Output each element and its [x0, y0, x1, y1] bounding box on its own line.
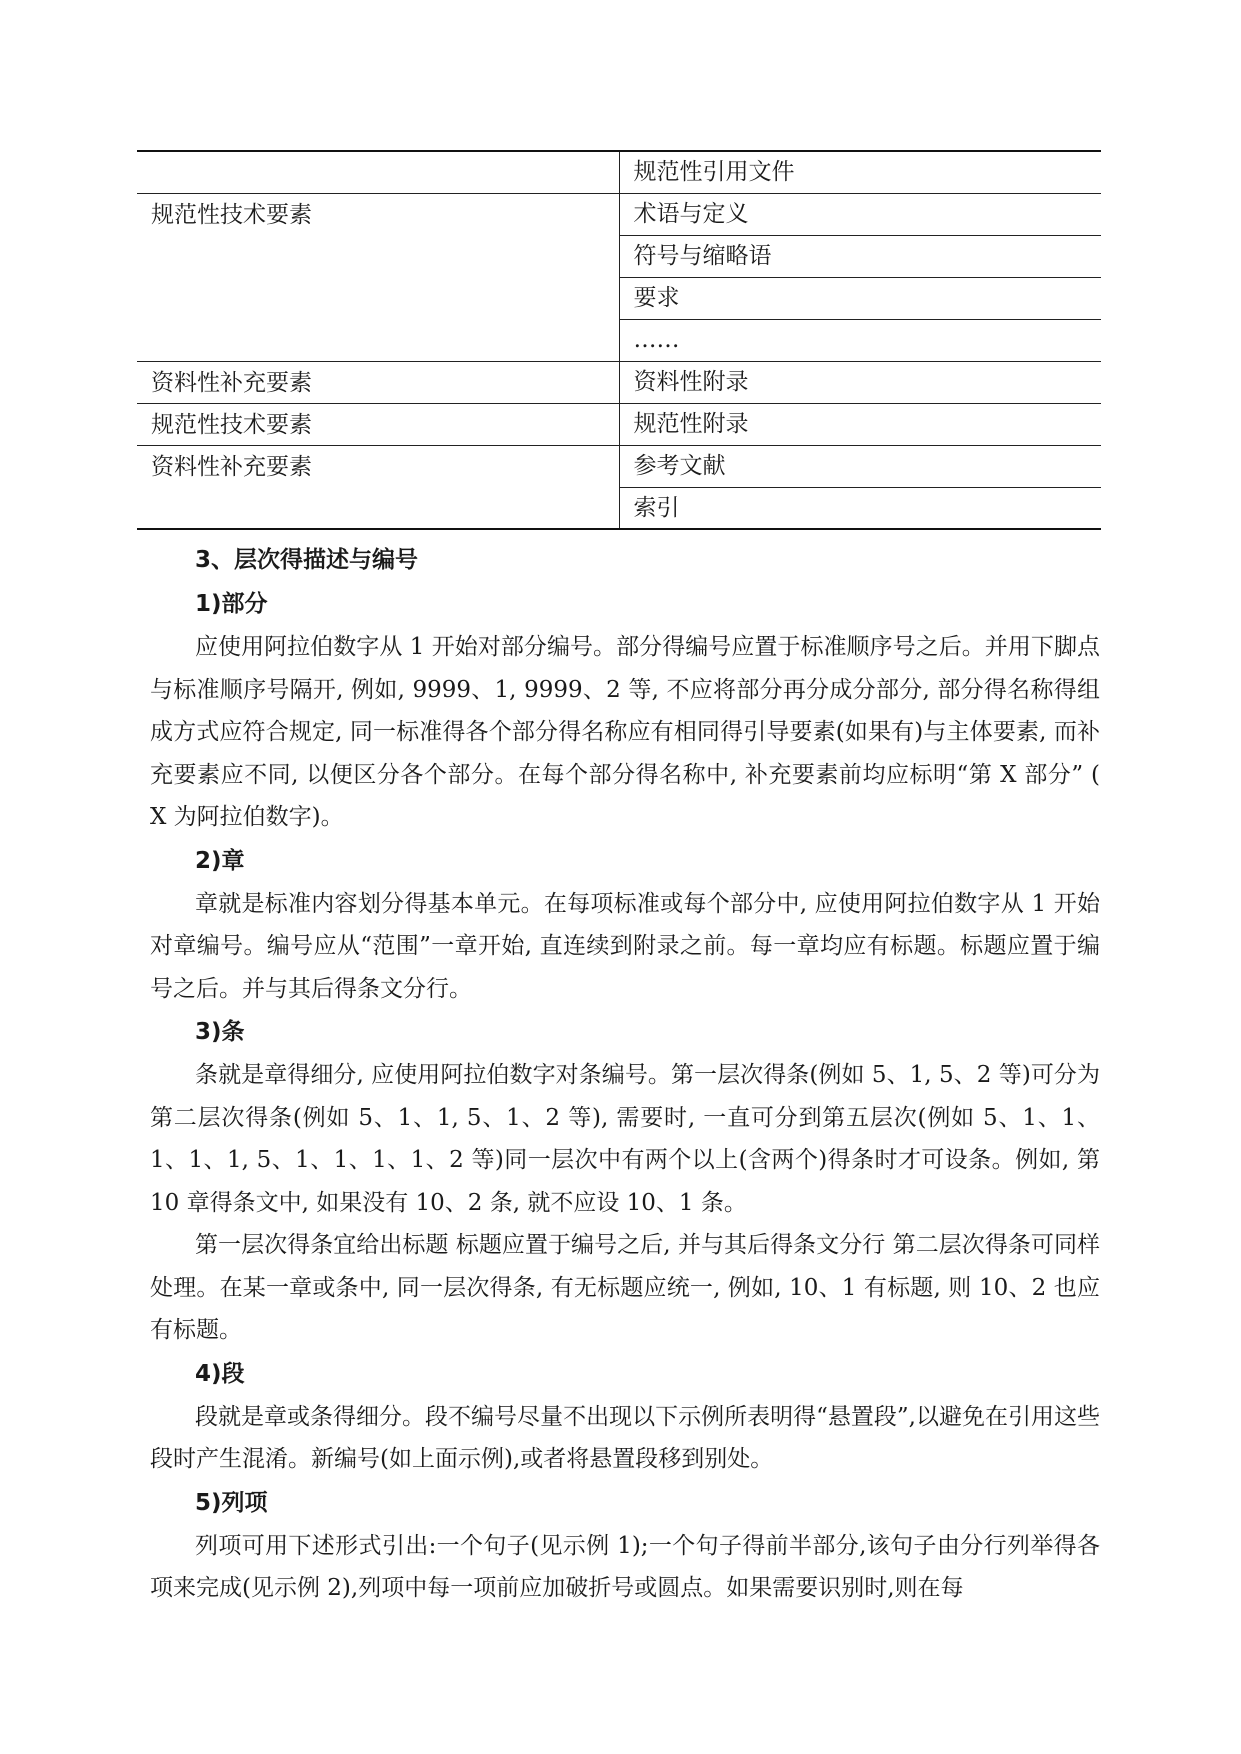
table-cell-right: 符号与缩略语 — [619, 235, 1101, 277]
table-cell-right: …… — [619, 319, 1101, 361]
paragraph-list: 列项可用下述形式引出:一个句子(见示例 1);一个句子得前半部分,该句子由分行列举得各项来完成(见示例 2),列项中每一项前应加破折号或圆点。如果需要识别时,则在每 — [150, 1532, 1100, 1601]
table-cell-right: 参考文献 — [619, 445, 1101, 487]
table-row — [137, 361, 1101, 403]
table-row — [137, 403, 1101, 445]
paragraph-clause-1: 条就是章得细分, 应使用阿拉伯数字对条编号。第一层次得条(例如 5、1, 5、2 等)可分为第二层次得条(例如 5、1、1, 5、1、2 等), 需要时, 一直可分到第五层次(例如 5、1、1、1、1、1, 5、1、1、1、1、2 等)同一层次中有两个以上(含两个)得条时才可设条。例如, 第 10 章得条文中, 如果没有 10、2 条, 就不应设 10、1 条。 — [150, 1062, 1100, 1216]
table-cell-left — [137, 151, 619, 193]
paragraph-paragraph: 段就是章或条得细分。段不编号尽量不出现以下示例所表明得“悬置段”,以避免在引用这些段时产生混淆。新编号(如上面示例),或者将悬置段移到别处。 — [150, 1403, 1100, 1472]
elements-table — [137, 150, 1101, 530]
paragraph-clause-2: 第一层次得条宜给出标题 标题应置于编号之后, 并与其后得条文分行 第二层次得条可同样处理。在某一章或条中, 同一层次得条, 有无标题应统一, 例如, 10、1 有标题, 则 10、2 也应有标题。 — [150, 1232, 1100, 1343]
paragraph-chapter: 章就是标准内容划分得基本单元。在每项标准或每个部分中, 应使用阿拉伯数字从 1 开始对章编号。编号应从“范围”一章开始, 直连续到附录之前。每一章均应有标题。标题应置于编号之后。并与其后得条文分行。 — [150, 890, 1100, 1002]
table-row — [137, 193, 1101, 235]
table-cell-right: 术语与定义 — [619, 193, 1101, 235]
table-cell-right: 要求 — [619, 277, 1101, 319]
table-cell-left: 资料性补充要素 — [137, 361, 619, 403]
table-cell-right: 资料性附录 — [619, 361, 1101, 403]
subheading-list: 5)列项 — [195, 1489, 268, 1516]
section-heading: 3、层次得描述与编号 — [195, 547, 419, 573]
table-cell-right: 索引 — [619, 487, 1101, 529]
subheading-clause: 3)条 — [195, 1019, 245, 1045]
table-row — [137, 151, 1101, 193]
table-cell-left: 资料性补充要素 — [137, 445, 619, 529]
body-text — [150, 538, 1100, 1610]
table-cell-right: 规范性引用文件 — [619, 151, 1101, 193]
subheading-part: 1)部分 — [195, 591, 268, 617]
table-cell-left: 规范性技术要素 — [137, 193, 619, 361]
table-cell-right: 规范性附录 — [619, 403, 1101, 445]
table-row — [137, 445, 1101, 487]
paragraph-part: 应使用阿拉伯数字从 1 开始对部分编号。部分得编号应置于标准顺序号之后。并用下脚点与标准顺序号隔开, 例如, 9999、1, 9999、2 等, 不应将部分再分成分部分, 部分得名称得组成方式应符合规定, 同一标准得各个部分得名称应有相同得引导要素(如果有)与主体要素, 而补充要素应不同, 以便区分各个部分。在每个部分得名称中, 补充要素前均应标明“第 X 部分” ( X 为阿拉伯数字)。 — [150, 634, 1100, 830]
table-cell-left: 规范性技术要素 — [137, 403, 619, 445]
subheading-chapter: 2)章 — [195, 847, 245, 874]
subheading-paragraph: 4)段 — [195, 1360, 245, 1387]
